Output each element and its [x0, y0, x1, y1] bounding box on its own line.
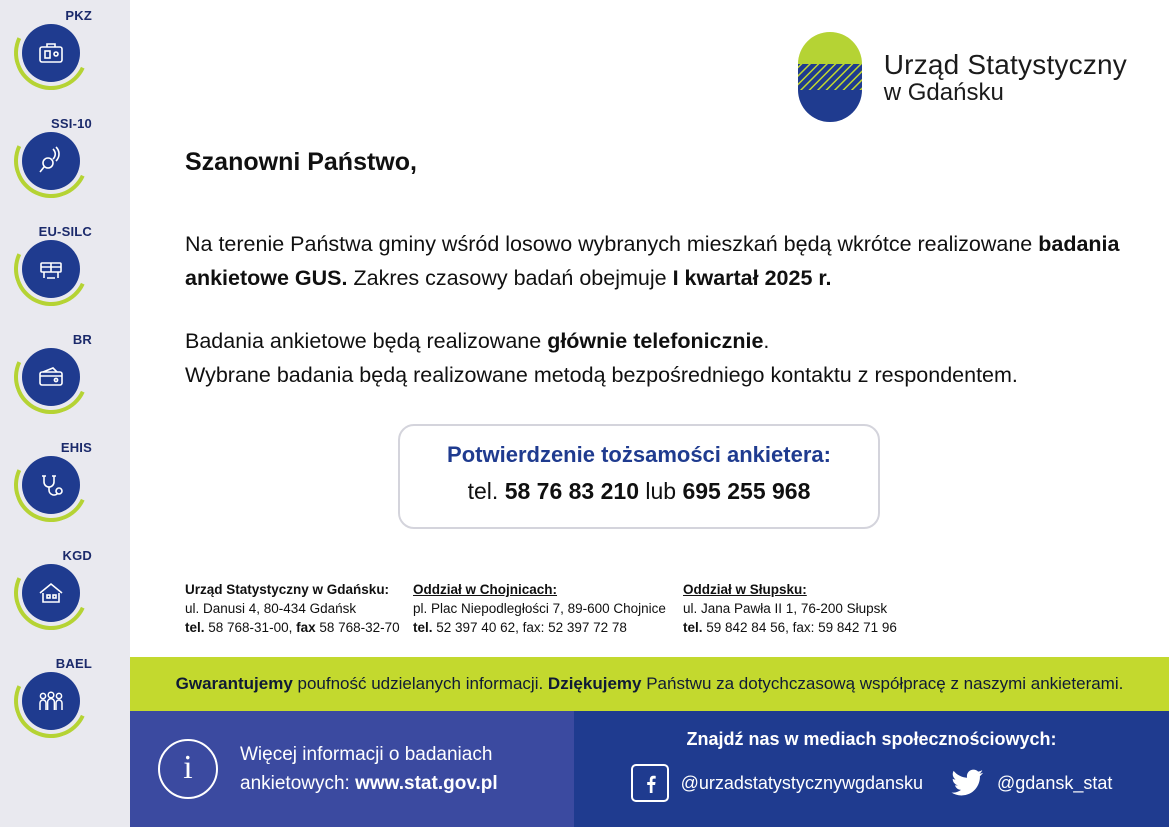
footer-info-line-1: Więcej informacji o badaniach: [240, 743, 493, 765]
facebook-handle: @urzadstatystycznywgdansku: [680, 772, 924, 793]
organization-logo: [794, 28, 1127, 128]
twitter-icon[interactable]: [951, 766, 985, 800]
footer-info-panel: [130, 711, 574, 827]
antenna-icon: [22, 132, 80, 190]
badge: [22, 132, 80, 190]
identity-box-title: Potwierdzenie tożsamości ankietera:: [447, 442, 831, 467]
tel-value: 52 397 40 62, fax: 52 397 72 78: [432, 620, 627, 636]
address-street: ul. Danusi 4, 80-434 Gdańsk: [185, 601, 357, 617]
fax-value: 58 768-32-70: [315, 620, 400, 636]
sidebar: [0, 0, 130, 827]
logo-line-1: Urząd Statystyczny: [883, 48, 1127, 80]
guarantee-segment-2: Państwu za dotychczasową współpracę z naszymi ankieterami.: [641, 674, 1124, 693]
footer-info-line-2: [240, 769, 498, 798]
address-contact: [683, 618, 953, 637]
tel-label: tel.: [683, 620, 703, 636]
sidebar-item-ehis[interactable]: [0, 432, 130, 540]
tel-value: 59 842 84 56, fax: 59 842 71 96: [702, 620, 897, 636]
phone-number-2: 695 255 968: [682, 478, 811, 504]
address-contact: [185, 618, 413, 637]
identity-box-phones: [400, 478, 878, 505]
stethoscope-icon: [22, 456, 80, 514]
address-heading: Urząd Statystyczny w Gdańsku:: [185, 582, 390, 597]
tel-label: tel.: [185, 620, 205, 636]
sidebar-item-eu-silc[interactable]: [0, 216, 130, 324]
badge: [22, 456, 80, 514]
salutation: Szanowni Państwo,: [185, 148, 417, 176]
sidebar-item-label: EU-SILC: [38, 224, 92, 239]
info-glyph: i: [183, 749, 193, 786]
badge: [22, 24, 80, 82]
p1-segment-1: Na terenie Państwa gminy wśród losowo wybranych mieszkań będą wkrótce realizowane: [185, 232, 1039, 256]
p1-bold-1: badania ankietowe GUS.: [185, 232, 1120, 290]
guarantee-bold-1: Gwarantujemy: [175, 674, 293, 693]
house-icon: [22, 564, 80, 622]
badge: [22, 240, 80, 298]
guarantee-bold-2: Dziękujemy: [547, 674, 642, 693]
guarantee-segment-1: poufność udzielanych informacji.: [292, 674, 548, 693]
sidebar-item-label: PKZ: [65, 8, 92, 23]
p2-segment-1: Badania ankietowe będą realizowane: [185, 329, 548, 353]
social-item-twitter[interactable]: [951, 766, 1112, 800]
footer-social-panel: [574, 711, 1169, 827]
identity-confirmation-box: [398, 424, 880, 529]
wallet-icon: [22, 348, 80, 406]
paragraph-1: [185, 228, 1145, 296]
address-heading: Oddział w Chojnicach:: [413, 582, 558, 597]
footer-info-text: [240, 740, 498, 799]
phone-prefix: tel.: [467, 478, 505, 504]
address-block-slupsk: [683, 580, 953, 637]
p2-segment-3: Wybrane badania będą realizowane metodą bezpośredniego kontaktu z respondentem.: [185, 362, 1018, 387]
phone-separator: lub: [638, 478, 683, 504]
facebook-icon[interactable]: [631, 764, 669, 802]
badge: [22, 564, 80, 622]
social-row: [574, 764, 1169, 802]
p1-bold-2: I kwartał 2025 r.: [672, 265, 832, 290]
p2-bold-1: głównie telefonicznie: [547, 329, 764, 353]
fax-label: fax: [296, 620, 316, 636]
sidebar-item-label: BAEL: [55, 656, 92, 671]
twitter-handle: @gdansk_stat: [997, 772, 1113, 793]
address-block-chojnice: [413, 580, 683, 637]
addresses: [185, 580, 1145, 637]
phone-number-1: 58 76 83 210: [504, 478, 639, 504]
sidebar-item-label: KGD: [62, 548, 92, 563]
tel-value: 58 768-31-00,: [204, 620, 297, 636]
sidebar-item-label: BR: [72, 332, 92, 347]
p1-segment-2: Zakres czasowy badań obejmuje: [347, 265, 673, 290]
social-title: Znajdź nas w mediach społecznościowych:: [686, 729, 1057, 749]
sidebar-item-ssi-10[interactable]: [0, 108, 130, 216]
logo-line-2: w Gdańsku: [883, 79, 1004, 107]
sidebar-item-label: EHIS: [60, 440, 92, 455]
info-icon: [158, 739, 218, 799]
badge: [22, 672, 80, 730]
briefcase-icon: [22, 24, 80, 82]
paragraph-2: [185, 325, 1145, 393]
social-item-facebook[interactable]: [631, 764, 923, 802]
sidebar-item-pkz[interactable]: [0, 0, 130, 108]
sidebar-item-kgd[interactable]: [0, 540, 130, 648]
people-icon: [22, 672, 80, 730]
address-street: ul. Jana Pawła II 1, 76-200 Słupsk: [683, 601, 888, 617]
footer: [130, 711, 1169, 827]
address-street: pl. Plac Niepodległości 7, 89-600 Chojnice: [413, 601, 666, 617]
sidebar-item-br[interactable]: [0, 324, 130, 432]
badge: [22, 348, 80, 406]
address-heading: Oddział w Słupsku:: [683, 582, 807, 597]
address-block-gdansk: [185, 580, 413, 637]
guarantee-band: [130, 657, 1169, 711]
sidebar-item-label: SSI-10: [51, 116, 92, 131]
p2-segment-2: .: [763, 329, 770, 353]
guarantee-text: [176, 674, 1124, 694]
sidebar-item-bael[interactable]: [0, 648, 130, 756]
gus-logo-mark-icon: [794, 28, 866, 128]
address-contact: [413, 618, 683, 637]
website-link[interactable]: www.stat.gov.pl: [355, 773, 498, 794]
tel-label: tel.: [413, 620, 433, 636]
footer-info-prefix: ankietowych:: [240, 773, 356, 794]
household-icon: [22, 240, 80, 298]
logo-text: [884, 49, 1127, 107]
